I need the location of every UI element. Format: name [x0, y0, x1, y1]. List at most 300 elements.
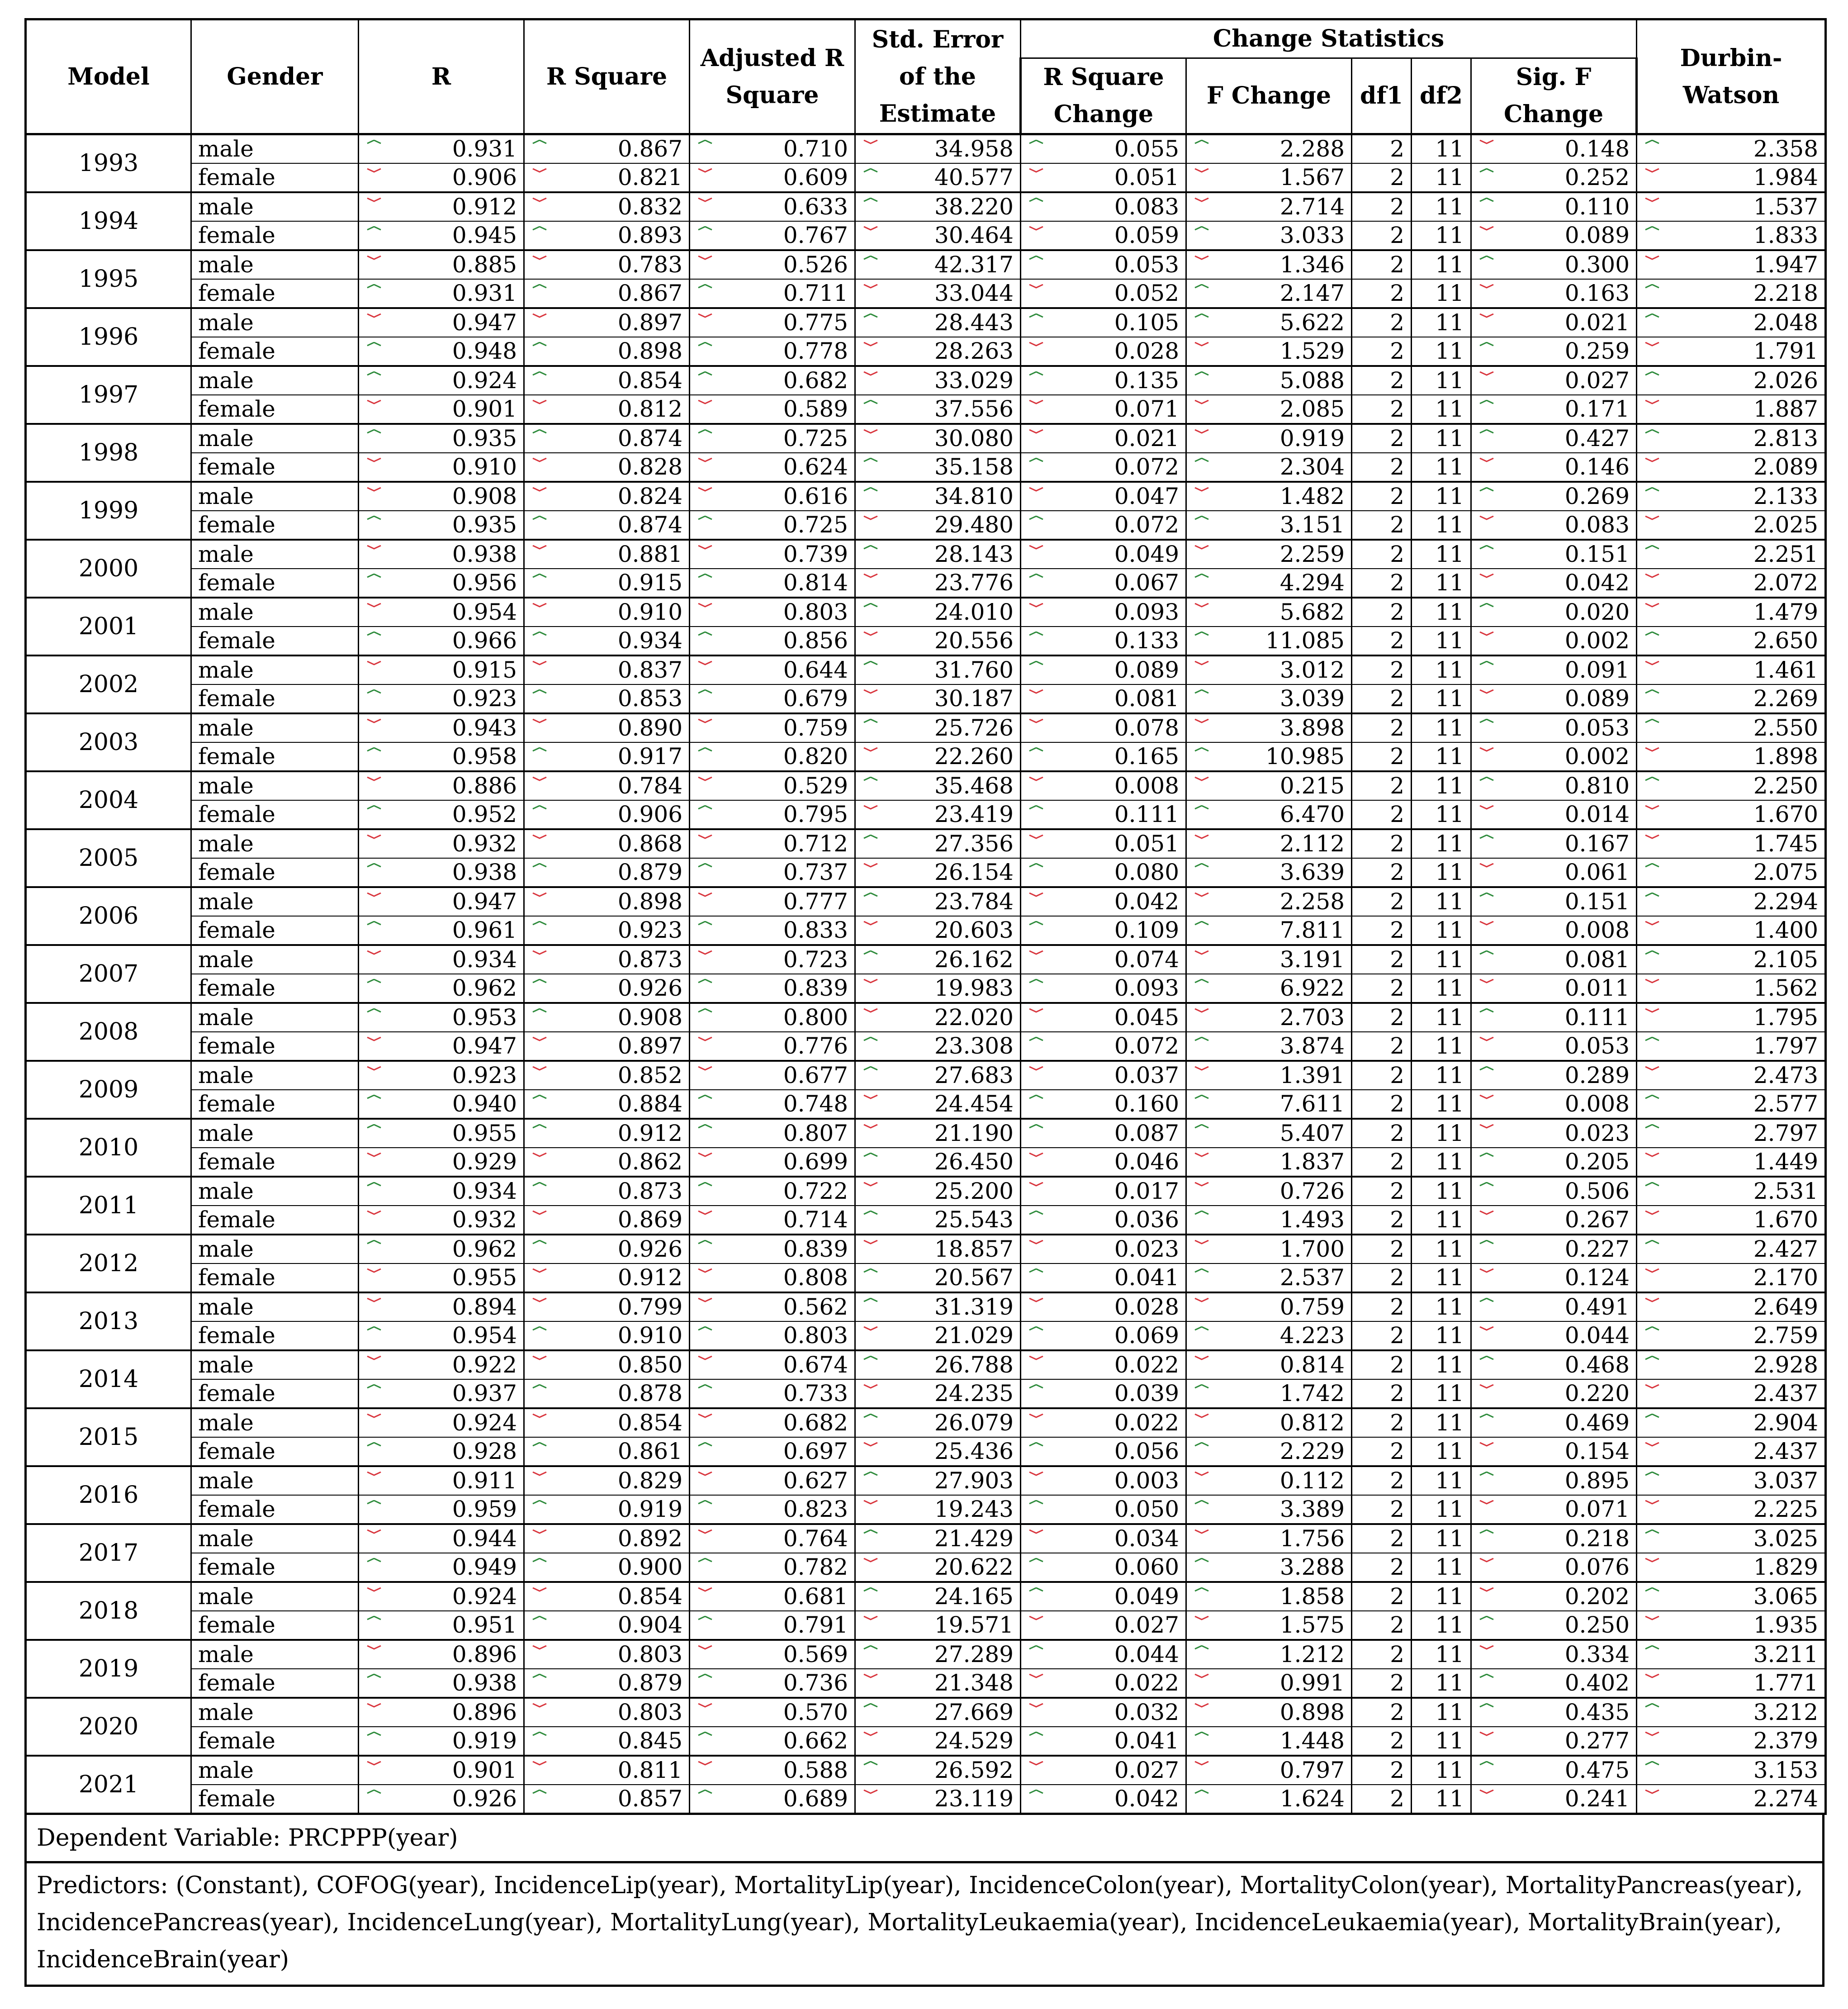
cell-value: 3.039	[1279, 685, 1345, 712]
cell-r-square-change	[1021, 1582, 1186, 1611]
cell-durbin-watson	[1637, 1235, 1826, 1263]
cell-value: 0.022	[1114, 1670, 1179, 1696]
cell-value: 0.148	[1564, 136, 1630, 162]
cell-value: 0.588	[783, 1757, 848, 1783]
cell-r-square	[524, 1582, 690, 1611]
cell-f-change	[1186, 1437, 1352, 1466]
cell-value: 0.644	[783, 657, 848, 683]
cell-f-change	[1186, 279, 1352, 308]
cell-value: 0.682	[783, 367, 848, 394]
cell-value: 0.900	[617, 1554, 682, 1580]
trend-up-icon	[366, 1442, 382, 1447]
cell-value: female	[198, 396, 275, 422]
trend-up-icon	[1028, 979, 1044, 983]
trend-up-icon	[1479, 1356, 1494, 1360]
cell-value: female	[198, 164, 275, 190]
cell-model-year: 2018	[26, 1582, 191, 1640]
cell-r-square	[524, 887, 690, 916]
cell-value: female	[198, 627, 275, 654]
cell-value: 0.937	[452, 1380, 517, 1406]
trend-down-icon	[863, 979, 878, 983]
trend-down-icon	[697, 1703, 713, 1708]
cell-sig-f-change	[1471, 771, 1637, 800]
trend-up-icon	[1644, 1414, 1660, 1418]
trend-down-icon	[366, 777, 382, 781]
cell-adjusted-r-square	[690, 337, 855, 366]
cell-value: 1.935	[1753, 1612, 1819, 1638]
cell-r-square-change	[1021, 974, 1186, 1003]
trend-up-icon	[697, 689, 713, 694]
cell-value: 3.898	[1279, 715, 1345, 741]
trend-down-icon	[1644, 979, 1660, 983]
cell-std-error	[855, 337, 1021, 366]
cell-value: 0.105	[1114, 309, 1179, 336]
trend-up-icon	[532, 1500, 547, 1505]
cell-r	[359, 887, 524, 916]
cell-std-error	[855, 366, 1021, 395]
cell-adjusted-r-square	[690, 1669, 855, 1698]
cell-adjusted-r-square	[690, 163, 855, 192]
cell-value: 0.087	[1114, 1120, 1179, 1146]
cell-f-change	[1186, 598, 1352, 627]
table-row	[26, 424, 1826, 453]
cell-value: female	[198, 1149, 275, 1175]
trend-down-icon	[1028, 689, 1044, 694]
cell-value: 2	[1390, 1352, 1404, 1378]
cell-r-square-change	[1021, 742, 1186, 771]
trend-down-icon	[1644, 661, 1660, 665]
cell-value: 1.479	[1753, 599, 1819, 625]
cell-value: 0.047	[1114, 483, 1179, 509]
cell-value: 24.235	[934, 1380, 1014, 1406]
cell-df2	[1412, 192, 1471, 221]
trend-down-icon	[532, 1268, 547, 1273]
cell-value: 23.776	[934, 570, 1014, 596]
cell-df1	[1352, 1756, 1412, 1785]
cell-df2	[1412, 1235, 1471, 1263]
cell-value: 2	[1390, 1496, 1404, 1522]
cell-value: 11	[1435, 917, 1464, 943]
cell-r	[359, 395, 524, 424]
trend-up-icon	[1644, 1095, 1660, 1099]
cell-sig-f-change	[1471, 1350, 1637, 1379]
cell-model-year: 2005	[26, 829, 191, 887]
cell-df1	[1352, 569, 1412, 598]
cell-f-change	[1186, 569, 1352, 598]
cell-value: 0.027	[1114, 1612, 1179, 1638]
trend-up-icon	[697, 1500, 713, 1505]
cell-value: 0.837	[617, 657, 682, 683]
cell-r	[359, 1785, 524, 1814]
cell-adjusted-r-square	[690, 655, 855, 684]
cell-value: 0.966	[452, 627, 517, 654]
trend-up-icon	[697, 921, 713, 926]
cell-durbin-watson	[1637, 974, 1826, 1003]
trend-down-icon	[1028, 1414, 1044, 1418]
trend-down-icon	[1194, 1674, 1209, 1678]
table-row	[26, 1032, 1826, 1061]
cell-df1	[1352, 1321, 1412, 1350]
trend-up-icon	[1479, 1298, 1494, 1302]
cell-value: 0.890	[617, 715, 682, 741]
cell-r-square-change	[1021, 916, 1186, 945]
cell-adjusted-r-square	[690, 308, 855, 337]
trend-down-icon	[1194, 603, 1209, 608]
cell-value: 0.056	[1114, 1438, 1179, 1464]
cell-gender	[191, 1669, 359, 1698]
trend-up-icon	[1644, 1124, 1660, 1129]
cell-r-square	[524, 366, 690, 395]
cell-value: 25.200	[934, 1178, 1014, 1204]
cell-value: 0.003	[1114, 1468, 1179, 1494]
cell-gender	[191, 337, 359, 366]
trend-down-icon	[366, 313, 382, 318]
cell-value: 0.777	[783, 888, 848, 915]
cell-value: 0.759	[783, 715, 848, 741]
cell-sig-f-change	[1471, 1119, 1637, 1148]
cell-df2	[1412, 627, 1471, 655]
cell-value: 2	[1390, 454, 1404, 480]
cell-r-square	[524, 684, 690, 713]
cell-df1	[1352, 684, 1412, 713]
cell-value: 0.402	[1564, 1670, 1630, 1696]
cell-durbin-watson	[1637, 1640, 1826, 1669]
cell-sig-f-change	[1471, 1756, 1637, 1785]
cell-df2	[1412, 134, 1471, 164]
cell-df2	[1412, 713, 1471, 742]
cell-value: female	[198, 1322, 275, 1349]
cell-durbin-watson	[1637, 1350, 1826, 1379]
trend-down-icon	[697, 256, 713, 260]
trend-up-icon	[366, 371, 382, 376]
cell-value: 3.212	[1753, 1699, 1819, 1725]
trend-up-icon	[1479, 1182, 1494, 1187]
trend-down-icon	[1028, 487, 1044, 492]
cell-value: 0.711	[783, 280, 848, 306]
cell-r-square-change	[1021, 713, 1186, 742]
cell-value: 0.041	[1114, 1264, 1179, 1291]
cell-value: 1.400	[1753, 917, 1819, 943]
cell-adjusted-r-square	[690, 1495, 855, 1524]
cell-value: 0.906	[617, 801, 682, 827]
cell-value: male	[198, 1410, 254, 1436]
cell-value: 0.803	[783, 1322, 848, 1349]
cell-durbin-watson	[1637, 453, 1826, 482]
cell-f-change	[1186, 221, 1352, 250]
cell-f-change	[1186, 1119, 1352, 1148]
cell-r-square-change	[1021, 1321, 1186, 1350]
cell-value: 2.259	[1279, 541, 1345, 567]
cell-value: female	[198, 338, 275, 364]
trend-up-icon	[1644, 1703, 1660, 1708]
cell-std-error	[855, 1148, 1021, 1177]
cell-value: 0.853	[617, 685, 682, 712]
cell-f-change	[1186, 1292, 1352, 1321]
cell-value: 11	[1435, 194, 1464, 220]
cell-adjusted-r-square	[690, 945, 855, 974]
cell-df2	[1412, 308, 1471, 337]
trend-down-icon	[697, 835, 713, 839]
trend-down-icon	[1644, 1384, 1660, 1389]
cell-r	[359, 1235, 524, 1263]
trend-down-icon	[1644, 1732, 1660, 1736]
cell-df2	[1412, 1785, 1471, 1814]
cell-adjusted-r-square	[690, 1206, 855, 1235]
table-row	[26, 395, 1826, 424]
cell-f-change	[1186, 1466, 1352, 1495]
trend-up-icon	[1028, 371, 1044, 376]
cell-value: 2.089	[1753, 454, 1819, 480]
cell-value: 1.562	[1753, 975, 1819, 1001]
trend-up-icon	[532, 1732, 547, 1736]
cell-adjusted-r-square	[690, 1582, 855, 1611]
cell-value: male	[198, 715, 254, 741]
cell-value: 0.823	[783, 1496, 848, 1522]
trend-down-icon	[1644, 1153, 1660, 1157]
table-row	[26, 1611, 1826, 1640]
table-row	[26, 829, 1826, 858]
cell-durbin-watson	[1637, 1119, 1826, 1148]
cell-value: male	[198, 946, 254, 973]
cell-r	[359, 598, 524, 627]
cell-value: 2	[1390, 1728, 1404, 1754]
cell-r-square-change	[1021, 366, 1186, 395]
cell-value: male	[198, 1699, 254, 1725]
trend-down-icon	[1194, 1066, 1209, 1071]
cell-value: 0.045	[1114, 1004, 1179, 1031]
cell-value: 19.983	[934, 975, 1014, 1001]
cell-adjusted-r-square	[690, 1524, 855, 1553]
cell-std-error	[855, 1466, 1021, 1495]
trend-up-icon	[532, 921, 547, 926]
cell-sig-f-change	[1471, 1669, 1637, 1698]
cell-value: 35.158	[934, 454, 1014, 480]
cell-durbin-watson	[1637, 771, 1826, 800]
trend-down-icon	[532, 198, 547, 202]
cell-value: 1.742	[1279, 1380, 1345, 1406]
table-row	[26, 134, 1826, 164]
cell-adjusted-r-square	[690, 424, 855, 453]
cell-r-square	[524, 569, 690, 598]
cell-value: 2	[1390, 888, 1404, 915]
trend-up-icon	[1194, 632, 1209, 636]
cell-value: 0.076	[1564, 1554, 1630, 1580]
cell-r	[359, 1553, 524, 1582]
cell-r-square-change	[1021, 1235, 1186, 1263]
cell-value: 0.944	[452, 1525, 517, 1552]
trend-down-icon	[697, 198, 713, 202]
cell-value: 0.881	[617, 541, 682, 567]
trend-up-icon	[366, 863, 382, 868]
cell-value: 11	[1435, 657, 1464, 683]
trend-up-icon	[697, 371, 713, 376]
cell-value: 3.025	[1753, 1525, 1819, 1552]
cell-value: 0.072	[1114, 1033, 1179, 1059]
cell-value: 0.797	[1279, 1757, 1345, 1783]
cell-value: 1.947	[1753, 252, 1819, 278]
cell-value: 0.124	[1564, 1264, 1630, 1291]
cell-value: 27.683	[934, 1062, 1014, 1088]
trend-down-icon	[1194, 893, 1209, 897]
cell-value: female	[198, 801, 275, 827]
cell-value: 0.906	[452, 164, 517, 190]
trend-up-icon	[532, 284, 547, 289]
cell-df2	[1412, 1466, 1471, 1495]
cell-value: male	[198, 1062, 254, 1088]
cell-df2	[1412, 655, 1471, 684]
cell-value: 0.832	[617, 194, 682, 220]
header-adjusted-r-square: Adjusted R Square	[690, 19, 855, 134]
cell-value: 2	[1390, 599, 1404, 625]
trend-down-icon	[1028, 1674, 1044, 1678]
trend-up-icon	[863, 1703, 878, 1708]
trend-down-icon	[532, 1529, 547, 1534]
table-row	[26, 279, 1826, 308]
cell-model-year: 2000	[26, 540, 191, 598]
cell-gender	[191, 829, 359, 858]
cell-adjusted-r-square	[690, 1350, 855, 1379]
cell-value: 0.915	[617, 570, 682, 596]
cell-r	[359, 279, 524, 308]
cell-value: male	[198, 367, 254, 394]
trend-down-icon	[1479, 574, 1494, 578]
cell-df2	[1412, 569, 1471, 598]
cell-sig-f-change	[1471, 163, 1637, 192]
cell-value: 0.898	[1279, 1699, 1345, 1725]
cell-value: 2.437	[1753, 1380, 1819, 1406]
trend-up-icon	[532, 1182, 547, 1187]
cell-value: 25.543	[934, 1206, 1014, 1233]
cell-durbin-watson	[1637, 742, 1826, 771]
cell-gender	[191, 1727, 359, 1756]
cell-df1	[1352, 598, 1412, 627]
cell-value: 22.020	[934, 1004, 1014, 1031]
cell-sig-f-change	[1471, 974, 1637, 1003]
cell-df1	[1352, 1553, 1412, 1582]
trend-down-icon	[366, 835, 382, 839]
cell-value: 2.437	[1753, 1438, 1819, 1464]
cell-gender	[191, 1553, 359, 1582]
trend-down-icon	[366, 198, 382, 202]
cell-sig-f-change	[1471, 1524, 1637, 1553]
cell-value: 11	[1435, 1554, 1464, 1580]
trend-up-icon	[1028, 198, 1044, 202]
trend-down-icon	[366, 950, 382, 955]
cell-value: 0.869	[617, 1206, 682, 1233]
cell-gender	[191, 945, 359, 974]
cell-model-year: 2007	[26, 945, 191, 1003]
cell-value: 0.725	[783, 512, 848, 538]
cell-value: 0.053	[1564, 715, 1630, 741]
trend-up-icon	[697, 1442, 713, 1447]
table-row	[26, 192, 1826, 221]
cell-value: 0.923	[452, 1062, 517, 1088]
trend-down-icon	[1194, 342, 1209, 347]
cell-r-square-change	[1021, 1727, 1186, 1756]
cell-value: 11	[1435, 599, 1464, 625]
cell-value: 0.133	[1114, 627, 1179, 654]
cell-value: 0.053	[1564, 1033, 1630, 1059]
cell-value: 0.947	[452, 309, 517, 336]
trend-down-icon	[1479, 1211, 1494, 1215]
cell-value: 0.795	[783, 801, 848, 827]
cell-gender	[191, 482, 359, 511]
cell-adjusted-r-square	[690, 395, 855, 424]
cell-gender	[191, 1437, 359, 1466]
cell-df1	[1352, 1148, 1412, 1177]
trend-up-icon	[532, 1558, 547, 1563]
trend-down-icon	[1644, 1298, 1660, 1302]
cell-f-change	[1186, 1148, 1352, 1177]
cell-std-error	[855, 163, 1021, 192]
cell-value: 0.036	[1114, 1206, 1179, 1233]
cell-value: 0.165	[1114, 743, 1179, 769]
cell-adjusted-r-square	[690, 1263, 855, 1292]
cell-df2	[1412, 1003, 1471, 1032]
cell-value: male	[198, 1468, 254, 1494]
cell-gender	[191, 598, 359, 627]
cell-r-square	[524, 453, 690, 482]
cell-gender	[191, 1061, 359, 1090]
cell-value: 26.788	[934, 1352, 1014, 1378]
table-row	[26, 1437, 1826, 1466]
cell-value: 0.938	[452, 1670, 517, 1696]
cell-value: 0.569	[783, 1641, 848, 1667]
cell-f-change	[1186, 742, 1352, 771]
trend-down-icon	[1644, 1268, 1660, 1273]
cell-value: female	[198, 570, 275, 596]
cell-r-square-change	[1021, 1495, 1186, 1524]
cell-value: 0.952	[452, 801, 517, 827]
cell-f-change	[1186, 1379, 1352, 1408]
cell-value: 0.002	[1564, 627, 1630, 654]
trend-down-icon	[697, 313, 713, 318]
cell-gender	[191, 1350, 359, 1379]
trend-up-icon	[863, 198, 878, 202]
cell-value: 24.010	[934, 599, 1014, 625]
cell-value: 2.048	[1753, 309, 1819, 336]
trend-down-icon	[863, 1182, 878, 1187]
trend-up-icon	[1028, 1587, 1044, 1592]
cell-durbin-watson	[1637, 1177, 1826, 1206]
trend-down-icon	[532, 458, 547, 462]
trend-up-icon	[1644, 140, 1660, 144]
cell-value: 0.697	[783, 1438, 848, 1464]
cell-value: male	[198, 136, 254, 162]
cell-value: 0.682	[783, 1410, 848, 1436]
cell-df2	[1412, 1090, 1471, 1119]
cell-df1	[1352, 337, 1412, 366]
cell-value: 0.083	[1114, 194, 1179, 220]
cell-value: 2.703	[1279, 1004, 1345, 1031]
cell-value: 34.810	[934, 483, 1014, 509]
trend-down-icon	[1028, 168, 1044, 173]
cell-f-change	[1186, 1756, 1352, 1785]
cell-f-change	[1186, 1032, 1352, 1061]
cell-std-error	[855, 800, 1021, 829]
trend-up-icon	[1479, 342, 1494, 347]
cell-r-square-change	[1021, 192, 1186, 221]
cell-std-error	[855, 1263, 1021, 1292]
cell-value: 0.924	[452, 1410, 517, 1436]
cell-value: 11	[1435, 512, 1464, 538]
cell-r-square-change	[1021, 684, 1186, 713]
cell-value: 2.026	[1753, 367, 1819, 394]
cell-r	[359, 1090, 524, 1119]
cell-value: 2.649	[1753, 1294, 1819, 1320]
cell-value: male	[198, 1294, 254, 1320]
cell-adjusted-r-square	[690, 627, 855, 655]
